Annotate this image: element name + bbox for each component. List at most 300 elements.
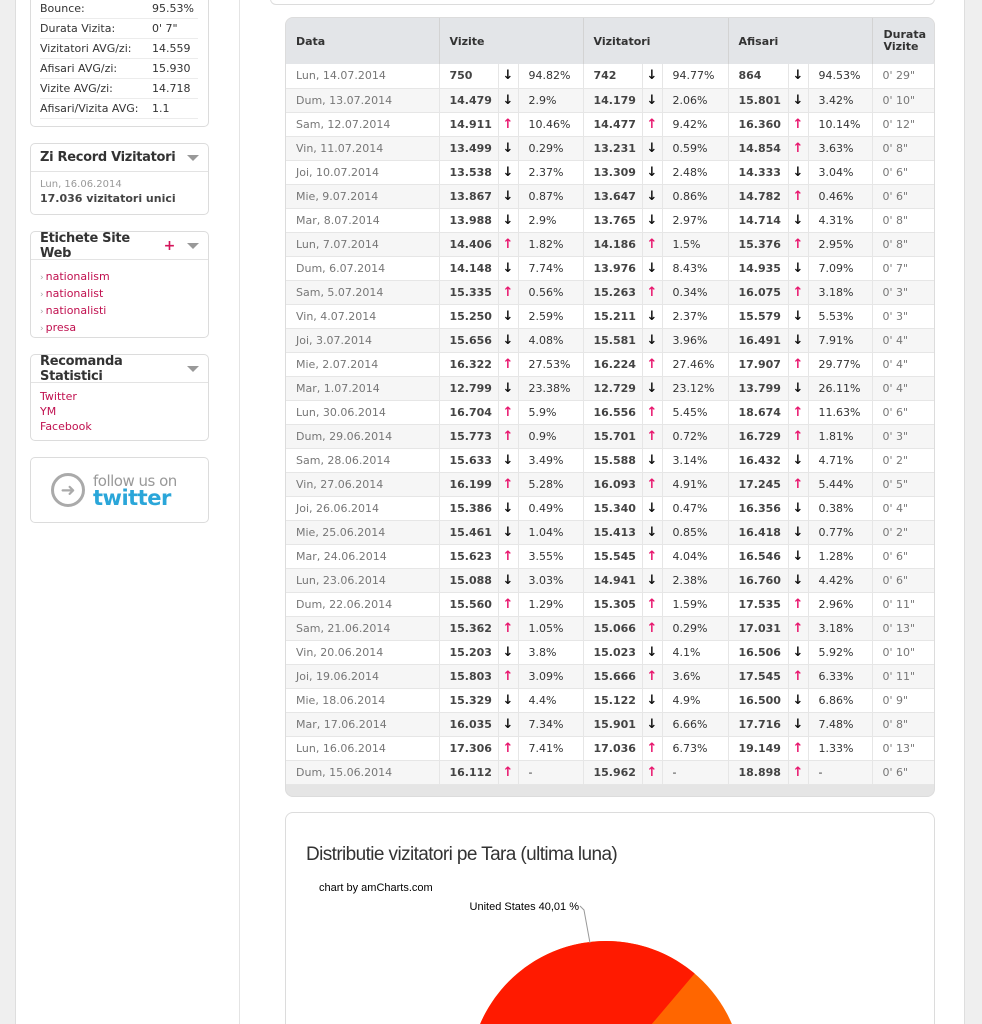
row-visitors-percent: 4.91% xyxy=(662,472,728,496)
arrow-down-icon: ↓ xyxy=(792,716,804,732)
arrow-down-icon: ↓ xyxy=(792,572,804,588)
arrow-up-icon: ↑ xyxy=(792,764,804,780)
row-date: Mar, 8.07.2014 xyxy=(286,208,439,232)
row-visits-value: 14.479 xyxy=(439,88,498,112)
table-row xyxy=(286,664,935,688)
header-visits[interactable]: Vizite xyxy=(439,18,583,64)
row-date: Sam, 12.07.2014 xyxy=(286,112,439,136)
arrow-down-icon: ↓ xyxy=(792,524,804,540)
table-row xyxy=(286,472,935,496)
row-visits-value: 15.773 xyxy=(439,424,498,448)
row-visits-percent: 3.55% xyxy=(518,544,583,568)
row-views-percent: 3.42% xyxy=(808,88,872,112)
row-visitors-value: 13.976 xyxy=(583,256,642,280)
row-visits-value: 15.335 xyxy=(439,280,498,304)
row-duration: 0' 6" xyxy=(872,400,935,424)
row-visitors-trend xyxy=(642,736,662,760)
row-visitors-percent: 2.06% xyxy=(662,88,728,112)
table-row xyxy=(286,520,935,544)
row-visits-percent: 0.49% xyxy=(518,496,583,520)
row-views-value: 14.333 xyxy=(728,160,788,184)
table-row xyxy=(286,376,935,400)
stat-row xyxy=(40,99,198,119)
arrow-down-icon: ↓ xyxy=(792,68,804,84)
arrow-up-icon: ↑ xyxy=(502,476,514,492)
header-duration-line1: Durata xyxy=(883,28,927,41)
row-visitors-percent: 27.46% xyxy=(662,352,728,376)
row-duration: 0' 3" xyxy=(872,304,935,328)
row-visits-value: 14.148 xyxy=(439,256,498,280)
row-visits-percent: 10.46% xyxy=(518,112,583,136)
row-visitors-trend xyxy=(642,136,662,160)
row-date: Mie, 25.06.2014 xyxy=(286,520,439,544)
row-views-value: 17.716 xyxy=(728,712,788,736)
row-visits-trend xyxy=(498,616,518,640)
arrow-down-icon: ↓ xyxy=(646,692,658,708)
row-views-percent: 0.77% xyxy=(808,520,872,544)
arrow-up-icon: ↑ xyxy=(646,668,658,684)
chevron-down-icon[interactable] xyxy=(187,155,199,161)
row-visits-value: 12.799 xyxy=(439,376,498,400)
row-duration: 0' 6" xyxy=(872,544,935,568)
row-views-percent: 0.46% xyxy=(808,184,872,208)
row-visits-percent: 7.74% xyxy=(518,256,583,280)
row-visitors-percent: 4.9% xyxy=(662,688,728,712)
row-visitors-percent: 8.43% xyxy=(662,256,728,280)
row-views-percent: 3.18% xyxy=(808,280,872,304)
row-date: Dum, 13.07.2014 xyxy=(286,88,439,112)
row-views-value: 16.432 xyxy=(728,448,788,472)
row-visitors-percent: 0.85% xyxy=(662,520,728,544)
row-visitors-value: 15.340 xyxy=(583,496,642,520)
site-tags-header[interactable] xyxy=(31,232,208,260)
row-visits-percent: 3.03% xyxy=(518,568,583,592)
row-date: Mie, 9.07.2014 xyxy=(286,184,439,208)
row-date: Sam, 5.07.2014 xyxy=(286,280,439,304)
recommend-list xyxy=(31,383,208,440)
row-views-trend xyxy=(788,424,808,448)
row-views-trend xyxy=(788,352,808,376)
row-date: Vin, 20.06.2014 xyxy=(286,640,439,664)
row-duration: 0' 13" xyxy=(872,616,935,640)
column-divider xyxy=(239,0,240,1024)
row-visits-trend xyxy=(498,208,518,232)
row-visits-percent: 2.9% xyxy=(518,208,583,232)
table-row xyxy=(286,136,935,160)
stat-value: 14.559 xyxy=(152,42,191,55)
recommend-link-twitter[interactable]: Twitter xyxy=(40,390,77,403)
arrow-up-icon: ↑ xyxy=(646,284,658,300)
arrow-down-icon: ↓ xyxy=(792,380,804,396)
arrow-down-icon: ↓ xyxy=(646,380,658,396)
row-visits-trend xyxy=(498,736,518,760)
row-duration: 0' 11" xyxy=(872,592,935,616)
row-date: Mar, 24.06.2014 xyxy=(286,544,439,568)
row-views-percent: 29.77% xyxy=(808,352,872,376)
arrow-up-icon: ↑ xyxy=(792,236,804,252)
row-visitors-value: 14.941 xyxy=(583,568,642,592)
table-row xyxy=(286,544,935,568)
row-visitors-percent: 3.6% xyxy=(662,664,728,688)
row-visits-value: 15.088 xyxy=(439,568,498,592)
row-visitors-trend xyxy=(642,496,662,520)
arrow-down-icon: ↓ xyxy=(792,548,804,564)
table-row xyxy=(286,736,935,760)
row-views-value: 17.031 xyxy=(728,616,788,640)
row-visits-percent: 7.41% xyxy=(518,736,583,760)
row-visitors-percent: 2.97% xyxy=(662,208,728,232)
row-views-percent: 7.91% xyxy=(808,328,872,352)
header-views[interactable]: Afisari xyxy=(728,18,872,64)
row-views-percent: 4.31% xyxy=(808,208,872,232)
row-visitors-trend xyxy=(642,352,662,376)
row-views-trend xyxy=(788,232,808,256)
row-visitors-value: 17.036 xyxy=(583,736,642,760)
row-date: Joi, 3.07.2014 xyxy=(286,328,439,352)
recommend-link-ym[interactable]: YM xyxy=(40,405,57,418)
row-visits-percent: 1.05% xyxy=(518,616,583,640)
row-visitors-trend xyxy=(642,256,662,280)
row-views-percent: 5.44% xyxy=(808,472,872,496)
arrow-up-icon: ↑ xyxy=(792,740,804,756)
arrow-up-icon: ↑ xyxy=(792,284,804,300)
row-visitors-percent: 23.12% xyxy=(662,376,728,400)
row-date: Mar, 17.06.2014 xyxy=(286,712,439,736)
row-visitors-trend xyxy=(642,424,662,448)
arrow-up-icon: ↑ xyxy=(792,188,804,204)
row-visitors-trend xyxy=(642,592,662,616)
row-views-percent: 5.92% xyxy=(808,640,872,664)
row-visitors-percent: 4.04% xyxy=(662,544,728,568)
row-visits-trend xyxy=(498,520,518,544)
row-visits-trend xyxy=(498,472,518,496)
row-views-trend xyxy=(788,568,808,592)
arrow-down-icon: ↓ xyxy=(646,260,658,276)
row-views-value: 18.898 xyxy=(728,760,788,784)
row-visitors-trend xyxy=(642,712,662,736)
stat-row xyxy=(40,0,198,19)
row-visitors-value: 13.647 xyxy=(583,184,642,208)
table-row xyxy=(286,592,935,616)
row-visitors-trend xyxy=(642,544,662,568)
row-duration: 0' 6" xyxy=(872,160,935,184)
row-visits-percent: 94.82% xyxy=(518,64,583,88)
row-views-value: 16.418 xyxy=(728,520,788,544)
arrow-up-icon: ↑ xyxy=(646,620,658,636)
row-views-percent: 1.81% xyxy=(808,424,872,448)
chart-credit-link[interactable]: chart by amCharts.com xyxy=(319,882,433,894)
row-visits-percent: - xyxy=(518,760,583,784)
tag-link[interactable] xyxy=(40,303,199,320)
stat-row xyxy=(40,19,198,39)
row-visits-trend xyxy=(498,544,518,568)
row-visitors-percent: 1.59% xyxy=(662,592,728,616)
row-duration: 0' 3" xyxy=(872,424,935,448)
row-visits-value: 16.322 xyxy=(439,352,498,376)
tag-link[interactable] xyxy=(40,286,199,303)
row-date: Lun, 14.07.2014 xyxy=(286,64,439,88)
table-row xyxy=(286,688,935,712)
stat-row xyxy=(40,39,198,59)
row-visitors-trend xyxy=(642,376,662,400)
row-views-value: 16.356 xyxy=(728,496,788,520)
row-visits-value: 15.329 xyxy=(439,688,498,712)
row-views-trend xyxy=(788,688,808,712)
row-date: Lun, 16.06.2014 xyxy=(286,736,439,760)
arrow-up-icon: ↑ xyxy=(792,116,804,132)
row-visits-value: 13.867 xyxy=(439,184,498,208)
row-views-percent: 1.28% xyxy=(808,544,872,568)
row-views-trend xyxy=(788,280,808,304)
row-visitors-value: 15.701 xyxy=(583,424,642,448)
row-visits-value: 17.306 xyxy=(439,736,498,760)
row-date: Mie, 18.06.2014 xyxy=(286,688,439,712)
row-views-percent: 2.96% xyxy=(808,592,872,616)
tag-link[interactable] xyxy=(40,320,199,337)
row-views-percent: 5.53% xyxy=(808,304,872,328)
row-visitors-trend xyxy=(642,664,662,688)
row-visitors-percent: 0.72% xyxy=(662,424,728,448)
row-views-value: 16.760 xyxy=(728,568,788,592)
row-visitors-percent: - xyxy=(662,760,728,784)
row-visits-value: 15.803 xyxy=(439,664,498,688)
row-visits-percent: 5.9% xyxy=(518,400,583,424)
arrow-up-icon: ↑ xyxy=(792,476,804,492)
row-visits-value: 16.704 xyxy=(439,400,498,424)
row-visits-value: 15.560 xyxy=(439,592,498,616)
row-views-percent: 94.53% xyxy=(808,64,872,88)
row-views-trend xyxy=(788,760,808,784)
record-visitors-header[interactable] xyxy=(31,144,208,172)
row-visits-trend xyxy=(498,664,518,688)
row-duration: 0' 8" xyxy=(872,136,935,160)
arrow-right-icon: ➜ xyxy=(51,473,85,507)
arrow-down-icon: ↓ xyxy=(792,500,804,516)
tag-label: nationalism xyxy=(45,270,110,283)
row-duration: 0' 11" xyxy=(872,664,935,688)
row-visits-percent: 7.34% xyxy=(518,712,583,736)
table-row xyxy=(286,208,935,232)
row-visits-trend xyxy=(498,352,518,376)
recommend-box xyxy=(30,354,209,441)
row-views-value: 16.729 xyxy=(728,424,788,448)
row-views-value: 17.245 xyxy=(728,472,788,496)
row-visits-value: 15.250 xyxy=(439,304,498,328)
row-visitors-trend xyxy=(642,64,662,88)
row-visitors-percent: 9.42% xyxy=(662,112,728,136)
row-views-trend xyxy=(788,520,808,544)
arrow-up-icon: ↑ xyxy=(502,284,514,300)
tag-link[interactable] xyxy=(40,269,199,286)
row-views-trend xyxy=(788,304,808,328)
pie-chart xyxy=(286,813,935,1024)
pie-slice-united-states[interactable] xyxy=(469,941,695,1024)
row-visitors-percent: 2.37% xyxy=(662,304,728,328)
row-visitors-trend xyxy=(642,616,662,640)
header-duration[interactable] xyxy=(872,18,935,64)
arrow-down-icon: ↓ xyxy=(502,500,514,516)
row-views-value: 15.801 xyxy=(728,88,788,112)
row-visits-trend xyxy=(498,88,518,112)
row-visitors-percent: 0.59% xyxy=(662,136,728,160)
row-views-value: 16.500 xyxy=(728,688,788,712)
row-visitors-value: 15.413 xyxy=(583,520,642,544)
record-visitors-title: Zi Record Vizitatori xyxy=(40,150,176,165)
row-visitors-trend xyxy=(642,208,662,232)
row-views-percent: 3.63% xyxy=(808,136,872,160)
row-visitors-value: 15.581 xyxy=(583,328,642,352)
table-row xyxy=(286,64,935,88)
arrow-down-icon: ↓ xyxy=(792,692,804,708)
row-views-value: 18.674 xyxy=(728,400,788,424)
row-date: Lun, 7.07.2014 xyxy=(286,232,439,256)
row-visitors-percent: 2.48% xyxy=(662,160,728,184)
arrow-down-icon: ↓ xyxy=(502,572,514,588)
row-duration: 0' 9" xyxy=(872,688,935,712)
row-visits-trend xyxy=(498,136,518,160)
arrow-down-icon: ↓ xyxy=(792,308,804,324)
table-row xyxy=(286,256,935,280)
table-row xyxy=(286,328,935,352)
follow-us-text: follow us on xyxy=(93,472,177,490)
arrow-down-icon: ↓ xyxy=(502,212,514,228)
row-visitors-trend xyxy=(642,184,662,208)
chevron-down-icon[interactable] xyxy=(187,366,199,372)
arrow-up-icon: ↑ xyxy=(502,356,514,372)
arrow-down-icon: ↓ xyxy=(502,716,514,732)
row-visits-percent: 5.28% xyxy=(518,472,583,496)
daily-stats-table xyxy=(286,18,935,785)
stat-value: 95.53% xyxy=(152,2,194,15)
row-visitors-trend xyxy=(642,760,662,784)
stat-row xyxy=(40,59,198,79)
row-visitors-value: 15.305 xyxy=(583,592,642,616)
stat-label: Afisari/Vizita AVG: xyxy=(40,102,139,115)
row-visits-trend xyxy=(498,376,518,400)
row-visitors-percent: 1.5% xyxy=(662,232,728,256)
table-row xyxy=(286,88,935,112)
tag-bullet-icon: › xyxy=(40,273,44,283)
row-visits-trend xyxy=(498,304,518,328)
arrow-down-icon: ↓ xyxy=(502,380,514,396)
stat-label: Afisari AVG/zi: xyxy=(40,62,118,75)
chevron-down-icon[interactable] xyxy=(187,243,199,249)
arrow-up-icon: ↑ xyxy=(502,236,514,252)
row-views-trend xyxy=(788,712,808,736)
arrow-down-icon: ↓ xyxy=(646,332,658,348)
row-views-value: 16.491 xyxy=(728,328,788,352)
row-views-value: 14.782 xyxy=(728,184,788,208)
row-visits-value: 15.461 xyxy=(439,520,498,544)
row-visitors-value: 15.066 xyxy=(583,616,642,640)
record-visitors-box xyxy=(30,143,209,215)
follow-twitter-button[interactable] xyxy=(30,457,209,523)
row-visits-percent: 2.37% xyxy=(518,160,583,184)
recommend-header[interactable] xyxy=(31,355,208,383)
stat-row xyxy=(40,79,198,99)
arrow-up-icon: ↑ xyxy=(502,740,514,756)
row-views-percent: 4.42% xyxy=(808,568,872,592)
row-duration: 0' 13" xyxy=(872,736,935,760)
row-visits-trend xyxy=(498,280,518,304)
row-duration: 0' 2" xyxy=(872,520,935,544)
row-date: Joi, 10.07.2014 xyxy=(286,160,439,184)
tags-list xyxy=(31,260,208,346)
row-visitors-percent: 94.77% xyxy=(662,64,728,88)
row-views-value: 15.579 xyxy=(728,304,788,328)
row-visitors-value: 14.477 xyxy=(583,112,642,136)
row-views-trend xyxy=(788,616,808,640)
arrow-down-icon: ↓ xyxy=(792,452,804,468)
header-visitors[interactable]: Vizitatori xyxy=(583,18,728,64)
row-visits-percent: 0.29% xyxy=(518,136,583,160)
pie-label-line xyxy=(580,906,590,943)
recommend-title: Recomanda Statistici xyxy=(40,353,123,384)
row-views-trend xyxy=(788,160,808,184)
row-visitors-trend xyxy=(642,448,662,472)
row-visitors-value: 16.224 xyxy=(583,352,642,376)
row-views-percent: 3.18% xyxy=(808,616,872,640)
row-visits-value: 13.538 xyxy=(439,160,498,184)
row-visits-trend xyxy=(498,424,518,448)
row-visits-value: 15.623 xyxy=(439,544,498,568)
site-tags-title: Etichete Site Web xyxy=(40,230,130,261)
row-views-percent: 1.33% xyxy=(808,736,872,760)
row-visits-trend xyxy=(498,232,518,256)
arrow-up-icon: ↑ xyxy=(792,620,804,636)
stat-label: Bounce: xyxy=(40,2,85,15)
row-duration: 0' 10" xyxy=(872,88,935,112)
row-visits-trend xyxy=(498,688,518,712)
row-visits-trend xyxy=(498,640,518,664)
arrow-down-icon: ↓ xyxy=(502,308,514,324)
row-visits-value: 750 xyxy=(439,64,498,88)
row-duration: 0' 8" xyxy=(872,712,935,736)
tag-label: nationalist xyxy=(45,287,104,300)
arrow-up-icon: ↑ xyxy=(792,404,804,420)
table-body xyxy=(286,64,935,784)
row-views-percent: 3.04% xyxy=(808,160,872,184)
row-visitors-value: 15.901 xyxy=(583,712,642,736)
header-date[interactable]: Data xyxy=(286,18,439,64)
recommend-link-facebook[interactable]: Facebook xyxy=(40,420,92,433)
row-date: Lun, 30.06.2014 xyxy=(286,400,439,424)
row-date: Mie, 2.07.2014 xyxy=(286,352,439,376)
chart-title: Distributie vizitatori pe Tara (ultima luna) xyxy=(306,844,618,865)
row-views-value: 19.149 xyxy=(728,736,788,760)
arrow-down-icon: ↓ xyxy=(502,644,514,660)
row-date: Dum, 22.06.2014 xyxy=(286,592,439,616)
table-row xyxy=(286,112,935,136)
arrow-down-icon: ↓ xyxy=(502,692,514,708)
row-visitors-percent: 4.1% xyxy=(662,640,728,664)
arrow-down-icon: ↓ xyxy=(502,332,514,348)
row-visits-value: 15.386 xyxy=(439,496,498,520)
row-visits-trend xyxy=(498,400,518,424)
row-visits-percent: 1.04% xyxy=(518,520,583,544)
table-row xyxy=(286,184,935,208)
stat-value: 1.1 xyxy=(152,102,170,115)
add-tag-button[interactable]: + xyxy=(163,237,175,254)
row-visitors-value: 16.093 xyxy=(583,472,642,496)
row-visits-percent: 0.56% xyxy=(518,280,583,304)
row-visitors-percent: 5.45% xyxy=(662,400,728,424)
row-views-trend xyxy=(788,64,808,88)
row-visits-trend xyxy=(498,568,518,592)
arrow-down-icon: ↓ xyxy=(646,500,658,516)
row-visits-value: 16.112 xyxy=(439,760,498,784)
arrow-up-icon: ↑ xyxy=(646,548,658,564)
